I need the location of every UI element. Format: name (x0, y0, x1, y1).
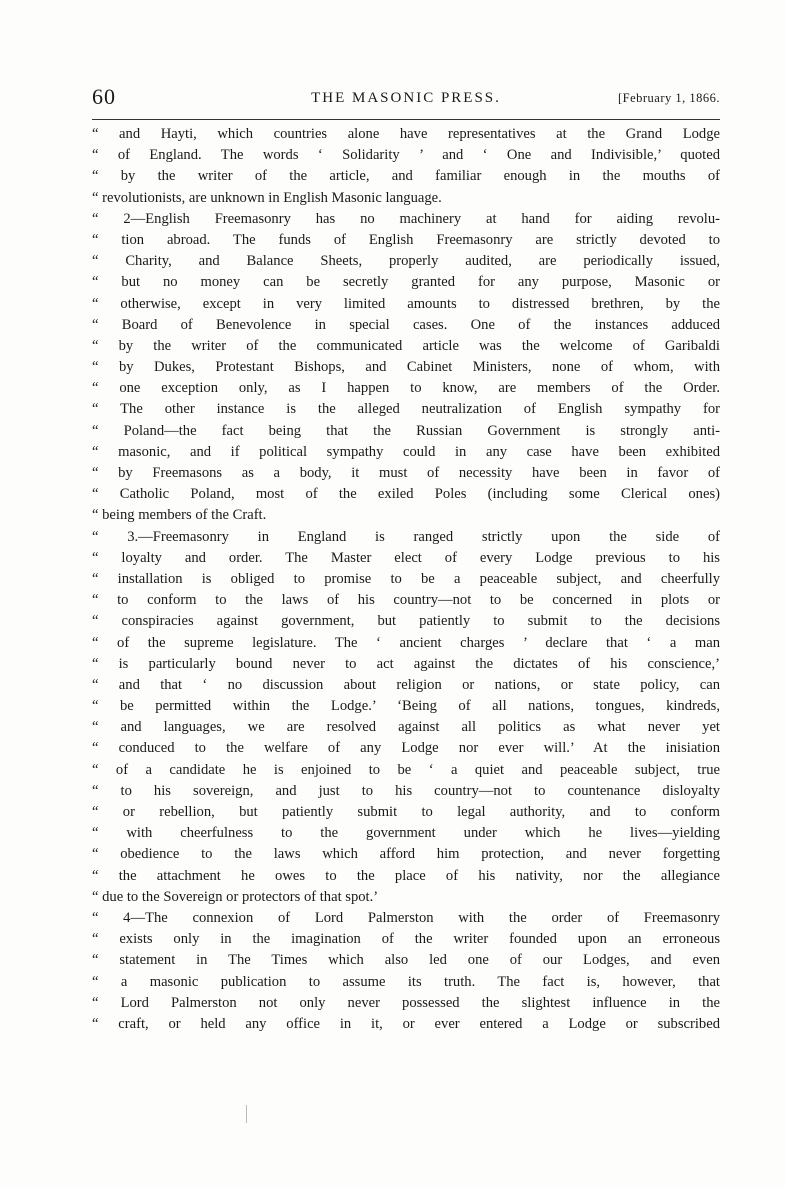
text-line: “ Catholic Poland, most of the exiled Poles (including some Clerical ones) (92, 486, 720, 503)
text-line: “ be permitted within the Lodge.’ ‘Being of all nations, tongues, kindreds, (92, 698, 720, 715)
text-line: “ The other instance is the alleged neutralization of English sympathy for (92, 401, 720, 418)
text-line: “ of England. The words ‘ Solidarity ’ and ‘ One and Indivisible,’ quoted (92, 147, 720, 164)
text-line: “ the attachment he owes to the place of his nativity, nor the allegiance (92, 867, 720, 884)
text-line: “ or rebellion, but patiently submit to legal authority, and to conform (92, 804, 720, 820)
text-line: “ otherwise, except in very limited amounts to distressed brethren, by the (92, 295, 720, 312)
text-line: “ masonic, and if political sympathy could in any case have been exhibited (92, 443, 720, 460)
text-line: “ is particularly bound never to act against the dictates of his conscience,’ (92, 655, 720, 672)
text-line: “ and that ‘ no discussion about religion or nations, or state policy, can (92, 676, 720, 693)
text-line: “ and Hayti, which countries alone have representatives at the Grand Lodge (92, 126, 720, 142)
text-line: “ tion abroad. The funds of English Freemasonry are strictly devoted to (92, 231, 720, 248)
text-line: “ by Freemasons as a body, it must of necessity have been in favor of (92, 465, 720, 481)
text-line: “ but no money can be secretly granted for any purpose, Masonic or (92, 274, 720, 291)
page-number: 60 (92, 84, 116, 109)
text-line: “ to conform to the laws of his country—not to be concerned in plots or (92, 592, 720, 609)
text-line: “ 3.—Freemasonry in England is ranged strictly upon the side of (92, 528, 720, 545)
text-line: “ 4—The connexion of Lord Palmerston with the order of Freemasonry (92, 909, 720, 926)
text-line: “ Poland—the fact being that the Russian Government is strongly anti- (92, 422, 720, 439)
text-line: “ conspiracies against government, but patiently to submit to the decisions (92, 613, 720, 630)
text-line: “ due to the Sovereign or protectors of that spot.’ (92, 888, 379, 905)
page-header (92, 84, 720, 114)
text-line: “ by Dukes, Protestant Bishops, and Cabinet Ministers, none of whom, with (92, 359, 720, 376)
text-line: “ and languages, we are resolved against all politics as what never yet (92, 719, 720, 736)
text-line: “ a masonic publication to assume its truth. The fact is, however, that (92, 973, 720, 990)
header-rule (92, 119, 720, 120)
text-line: “ by the writer of the article, and familiar enough in the mouths of (92, 168, 720, 185)
text-line: “ of a candidate he is enjoined to be ‘ a quiet and peaceable subject, true (92, 761, 720, 778)
running-date: [February 1, 1866. (617, 91, 720, 105)
text-line: “ exists only in the imagination of the writer founded upon an erroneous (92, 931, 720, 948)
text-line: “ Charity, and Balance Sheets, properly audited, are periodically issued, (92, 253, 720, 270)
article-body (92, 124, 720, 1035)
text-line: “ statement in The Times which also led one of our Lodges, and even (92, 952, 720, 969)
text-line: “ Lord Palmerston not only never possessed the slightest influence in the (92, 994, 720, 1011)
text-line: “ to his sovereign, and just to his country—not to countenance disloyalty (92, 782, 720, 799)
text-line: “ by the writer of the communicated article was the welcome of Garibaldi (92, 337, 720, 354)
text-line: “ installation is obliged to promise to be a peaceable subject, and cheerfully (92, 570, 720, 587)
margin-mark (246, 1105, 247, 1123)
running-title: THE MASONIC PRESS. (311, 90, 501, 106)
text-line: “ being members of the Craft. (92, 507, 267, 524)
text-line: “ revolutionists, are unknown in English Masonic language. (92, 189, 442, 206)
text-line: “ loyalty and order. The Master elect of every Lodge previous to his (92, 549, 720, 566)
text-line: “ one exception only, as I happen to know, are members of the Order. (92, 380, 720, 397)
text-line: “ obedience to the laws which afford him protection, and never forgetting (92, 846, 720, 863)
text-line: “ with cheerfulness to the government under which he lives—yielding (92, 825, 720, 842)
text-line: “ of the supreme legislature. The ‘ ancient charges ’ declare that ‘ a man (92, 634, 720, 651)
text-line: “ craft, or held any office in it, or ever entered a Lodge or subscribed (92, 1015, 720, 1032)
text-line: “ conduced to the welfare of any Lodge nor ever will.’ At the inisiation (92, 740, 720, 757)
text-line: “ 2—English Freemasonry has no machinery at hand for aiding revolu- (92, 210, 720, 227)
text-line: “ Board of Benevolence in special cases. One of the instances adduced (92, 316, 720, 333)
